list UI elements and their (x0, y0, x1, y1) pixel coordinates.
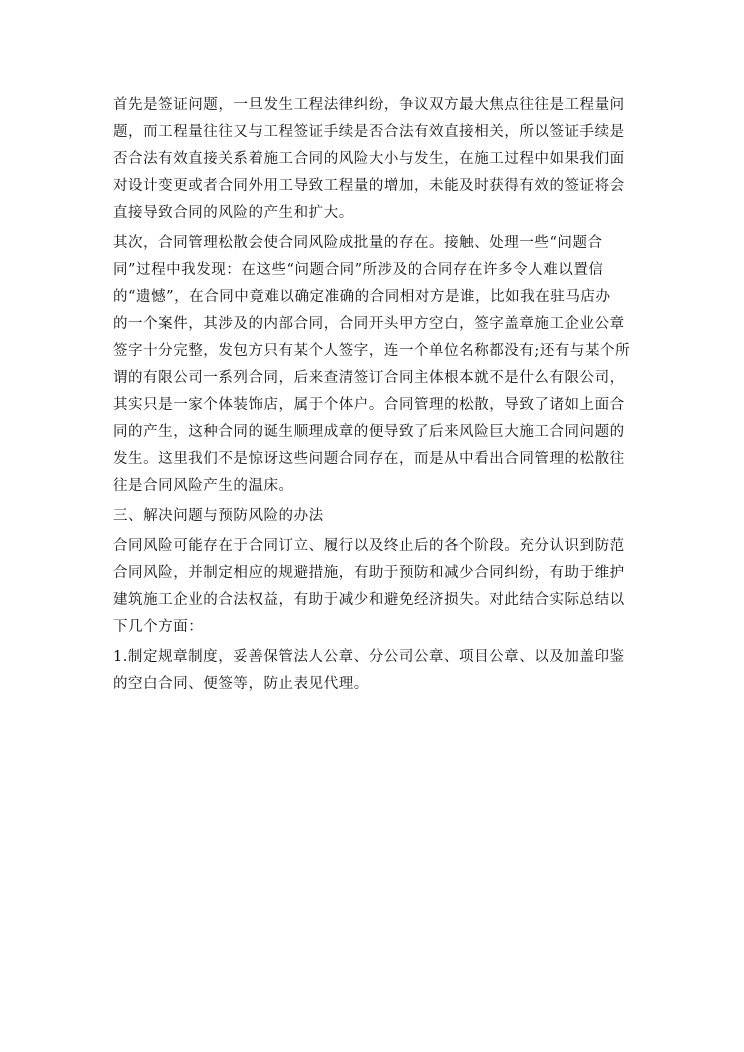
text-line: 首先是签证问题，一旦发生工程法律纠纷，争议双方最大焦点往往是工程量问 (113, 97, 625, 113)
text-line: 1.制定规章制度，妥善保管法人公章、分公司公章、项目公章、以及加盖印鉴 (113, 649, 625, 665)
paragraph-visa-issue (113, 92, 633, 227)
paragraph-rule-1 (113, 644, 633, 698)
text-line: 的“遗憾”，在合同中竟难以确定准确的合同相对方是谁，比如我在驻马店办 (113, 289, 611, 305)
text-line: 的一个案件，其涉及的内部合同，合同开头甲方空白，签字盖章施工企业公章 (113, 316, 625, 332)
paragraph-contract-management (113, 230, 633, 500)
section-heading: 三、解决问题与预防风险的办法 (113, 508, 324, 524)
text-line: 其次，合同管理松散会使合同风险成批量的存在。接触、处理一些“问题合 (113, 235, 603, 251)
text-line: 发生。这里我们不是惊讶这些问题合同存在，而是从中看出合同管理的松散往 (113, 451, 625, 467)
document-body (113, 92, 633, 698)
text-line: 同的产生，这种合同的诞生顺理成章的便导致了后来风险巨大施工合同问题的 (113, 424, 625, 440)
text-line: 下几个方面： (113, 619, 204, 635)
text-line: 题，而工程量往往又与工程签证手续是否合法有效直接相关，所以签证手续是 (113, 124, 625, 140)
paragraph-risk-prevention (113, 533, 633, 641)
text-line: 谓的有限公司一系列合同，后来查清签订合同主体根本就不是什么有限公司， (113, 370, 625, 386)
text-line: 的空白合同、便签等，防止表见代理。 (113, 676, 369, 692)
text-line: 往是合同风险产生的温床。 (113, 478, 294, 494)
text-line: 否合法有效直接关系着施工合同的风险大小与发生，在施工过程中如果我们面 (113, 151, 625, 167)
text-line: 其实只是一家个体装饰店，属于个体户。合同管理的松散，导致了诸如上面合 (113, 397, 625, 413)
text-line: 同”过程中我发现：在这些“问题合同”所涉及的合同存在许多令人难以置信 (113, 262, 604, 278)
text-line: 签字十分完整，发包方只有某个人签字，连一个单位名称都没有;还有与某个所 (113, 343, 631, 359)
text-line: 合同风险，并制定相应的规避措施，有助于预防和减少合同纠纷，有助于维护 (113, 565, 625, 581)
text-line: 建筑施工企业的合法权益，有助于减少和避免经济损失。对此结合实际总结以 (113, 592, 625, 608)
text-line: 直接导致合同的风险的产生和扩大。 (113, 205, 354, 221)
text-line: 合同风险可能存在于合同订立、履行以及终止后的各个阶段。充分认识到防范 (113, 538, 625, 554)
text-line: 对设计变更或者合同外用工导致工程量的增加，未能及时获得有效的签证将会 (113, 178, 625, 194)
